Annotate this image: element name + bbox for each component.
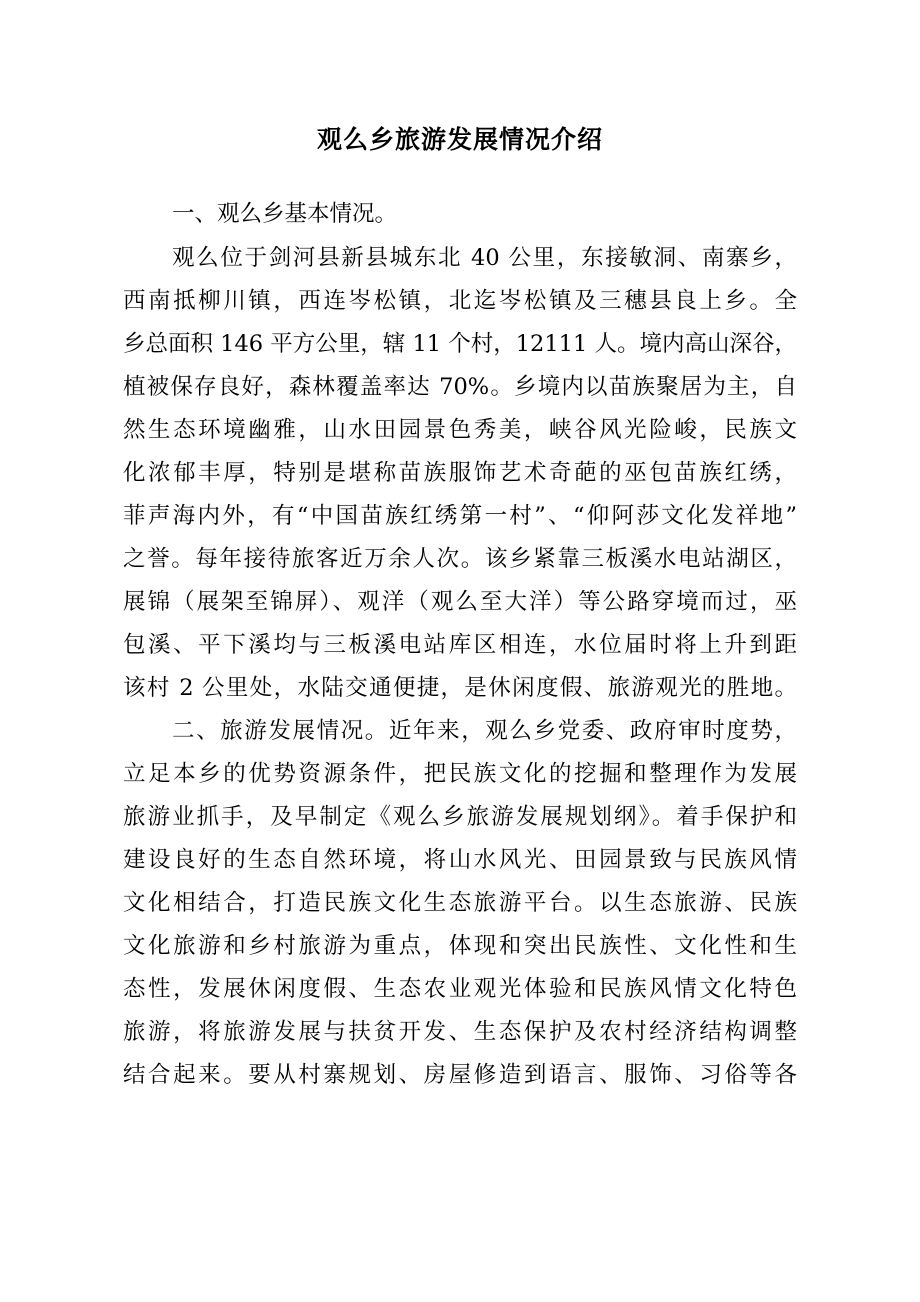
text-line: 化浓郁丰厚，特别是堪称苗族服饰艺术奇葩的巫包苗族红绣，	[123, 460, 797, 486]
text-line: 该村 2 公里处，水陆交通便捷，是休闲度假、旅游观光的胜地。	[123, 675, 797, 701]
document-title: 观么乡旅游发展情况介绍	[316, 125, 603, 154]
text-line: 立足本乡的优势资源条件，把民族文化的挖掘和整理作为发展	[123, 761, 797, 787]
text-line: 二、旅游发展情况。近年来，观么乡党委、政府审时度势，	[172, 718, 797, 744]
text-line: 建设良好的生态自然环境，将山水风光、田园景致与民族风情	[123, 847, 797, 873]
text-line: 文化相结合，打造民族文化生态旅游平台。以生态旅游、民族	[123, 890, 797, 916]
text-line: 然生态环境幽雅，山水田园景色秀美，峡谷风光险峻，民族文	[123, 417, 797, 443]
text-line: 包溪、平下溪均与三板溪电站库区相连，水位届时将上升到距	[123, 632, 797, 658]
text-line: 旅游业抓手，及早制定《观么乡旅游发展规划纲》。着手保护和	[123, 804, 797, 830]
section-heading: 一、观么乡基本情况。	[172, 201, 398, 227]
text-line: 西南抵柳川镇，西连岑松镇，北迄岑松镇及三穗县良上乡。全	[123, 288, 797, 314]
text-line: 观么位于剑河县新县城东北 40 公里，东接敏洞、南寨乡，	[172, 245, 797, 271]
text-line: 植被保存良好，森林覆盖率达 70%。乡境内以苗族聚居为主，自	[123, 374, 797, 400]
text-line: 展锦（展架至锦屏）、观洋（观么至大洋）等公路穿境而过，巫	[123, 589, 797, 615]
text-line: 态性，发展休闲度假、生态农业观光体验和民族风情文化特色	[123, 976, 797, 1002]
text-line: 文化旅游和乡村旅游为重点，体现和突出民族性、文化性和生	[123, 933, 797, 959]
text-line: 旅游，将旅游发展与扶贫开发、生态保护及农村经济结构调整	[123, 1019, 797, 1045]
text-line: 乡总面积 146 平方公里，辖 11 个村，12111 人。境内高山深谷，	[123, 331, 797, 357]
text-line: 结合起来。要从村寨规划、房屋修造到语言、服饰、习俗等各	[123, 1062, 797, 1088]
text-line: 菲声海内外，有“中国苗族红绣第一村”、“仰阿莎文化发祥地”	[123, 503, 797, 529]
text-line: 之誉。每年接待旅客近万余人次。该乡紧靠三板溪水电站湖区，	[123, 546, 797, 572]
